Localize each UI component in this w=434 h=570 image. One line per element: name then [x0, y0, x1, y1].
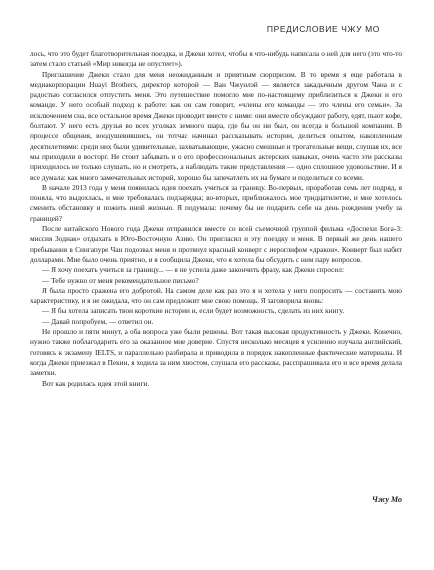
paragraph: — Давай попробуем, — ответил он.: [42, 316, 154, 326]
paragraph: Приглашение Джеки стало для меня неожиданным и приятным сюрпризом. В то время я еще работала в медиакорпорации Huayi Brothers, директор которой — Ван Чжунлэй — является закадычным другом Чана и с радостью согласился отпустить меня. Это путешествие помогло мне по-настоящему приблизиться к Джеки и его команде. У него особый подход к работе: как он сам говорит, «члены его команды — это члены его семьи». За исключением сна, все остальное время Джеки проводит вместе с ними: они вместе обсуждают работу, едят, пьют кофе, болтают. У него есть друзья во всех уголках земного шара, где бы он ни был, он всегда в большой компании. В процессе общения, воодушевившись, он тотчас начинал рассказывать истории, делиться опытом, накопленным десятилетиями: среди них были удивительные, захватывающие, ужасно смешные и трогательные вещи, слушая их, все мы приходили в восторг. Не стоит забывать и о его профессиональных актерских навыках, очень часто эти рассказы приходилось не только слушать, но и смотреть, а наблюдать такие представления — одно сплошное удовольствие. И я все думала: как много замечательных историй, хорошо бы запечатлеть их на бумаге и поделиться со всеми.: [30, 69, 402, 182]
paragraph: Вот как родилась идея этой книги.: [42, 378, 150, 388]
paragraph: Не прошло и пяти минут, а оба вопроса уже были решены. Вот такая высокая продуктивность у Джеки. Конечно, нужно также поблагодарить его за оказанное мне доверие. Спустя несколько месяцев я усиленно изучала английский, готовясь к экзамену IELTS, и параллельно разбирала и приводила в порядок накопленные фактические материалы. И когда Джеки приезжал в Пекин, я ходила за ним хвостом, слушала его рассказы, расспрашивала его и все время делала заметки.: [30, 327, 402, 378]
paragraph: — Я хочу поехать учиться за границу... — я не успела даже закончить фразу, как Джеки спросил:: [42, 265, 344, 275]
paragraph: После китайского Нового года Джеки отправился вместе со всей съемочной группой фильма «Доспехи Бога-3: миссия Зодиак» отдыхать в Юго-Восточную Азию. Он пригласил и эту поездку и меня. В первый же день нашего пребывания в Сингапуре Чан подозвал меня и протянул красный конверт с иероглифом «дракон». Конверт был набит долларами. Мне было очень приятно, и я сообщила Джеки, что я хотела бы обсудить с ним пару вопросов.: [30, 224, 402, 264]
paragraph: — Тебе нужно от меня рекомендательное письмо?: [42, 275, 199, 285]
paragraph: лось, что это будет благотворительная поездка, и Джеки хотел, чтобы я что-нибудь написала о ней для него (это что-то затем стало статьей «Мир никогда не опустеет»).: [30, 49, 402, 69]
body-text: [30, 49, 402, 389]
author-signature: Чжу Мо: [371, 495, 402, 504]
paragraph: Я была просто сражена его добротой. На самом деле как раз это я и хотела у него попросить — составить мою характеристику, и я не ожидала, что он сам предложит мне свою помощь. Я заговорила вновь:: [30, 285, 402, 306]
paragraph: — Я бы хотела записать твои короткие истории и, если будет возможность, сделать из них книгу.: [42, 306, 345, 316]
paragraph: В начале 2013 года у меня появилась идея поехать учиться за границу. Во-первых, проработав семь лет подряд, я поняла, что выдохлась, и мне требовалась подзарядка; во-вторых, приближалось мое тридцатилетие, и мне хотелось сменить обстановку и пожить иной жизнью. Я подумала: почему бы не подарить себе на день рождения учебу за границей?: [30, 182, 402, 223]
running-header: ПРЕДИСЛОВИЕ ЧЖУ МО: [266, 24, 380, 34]
